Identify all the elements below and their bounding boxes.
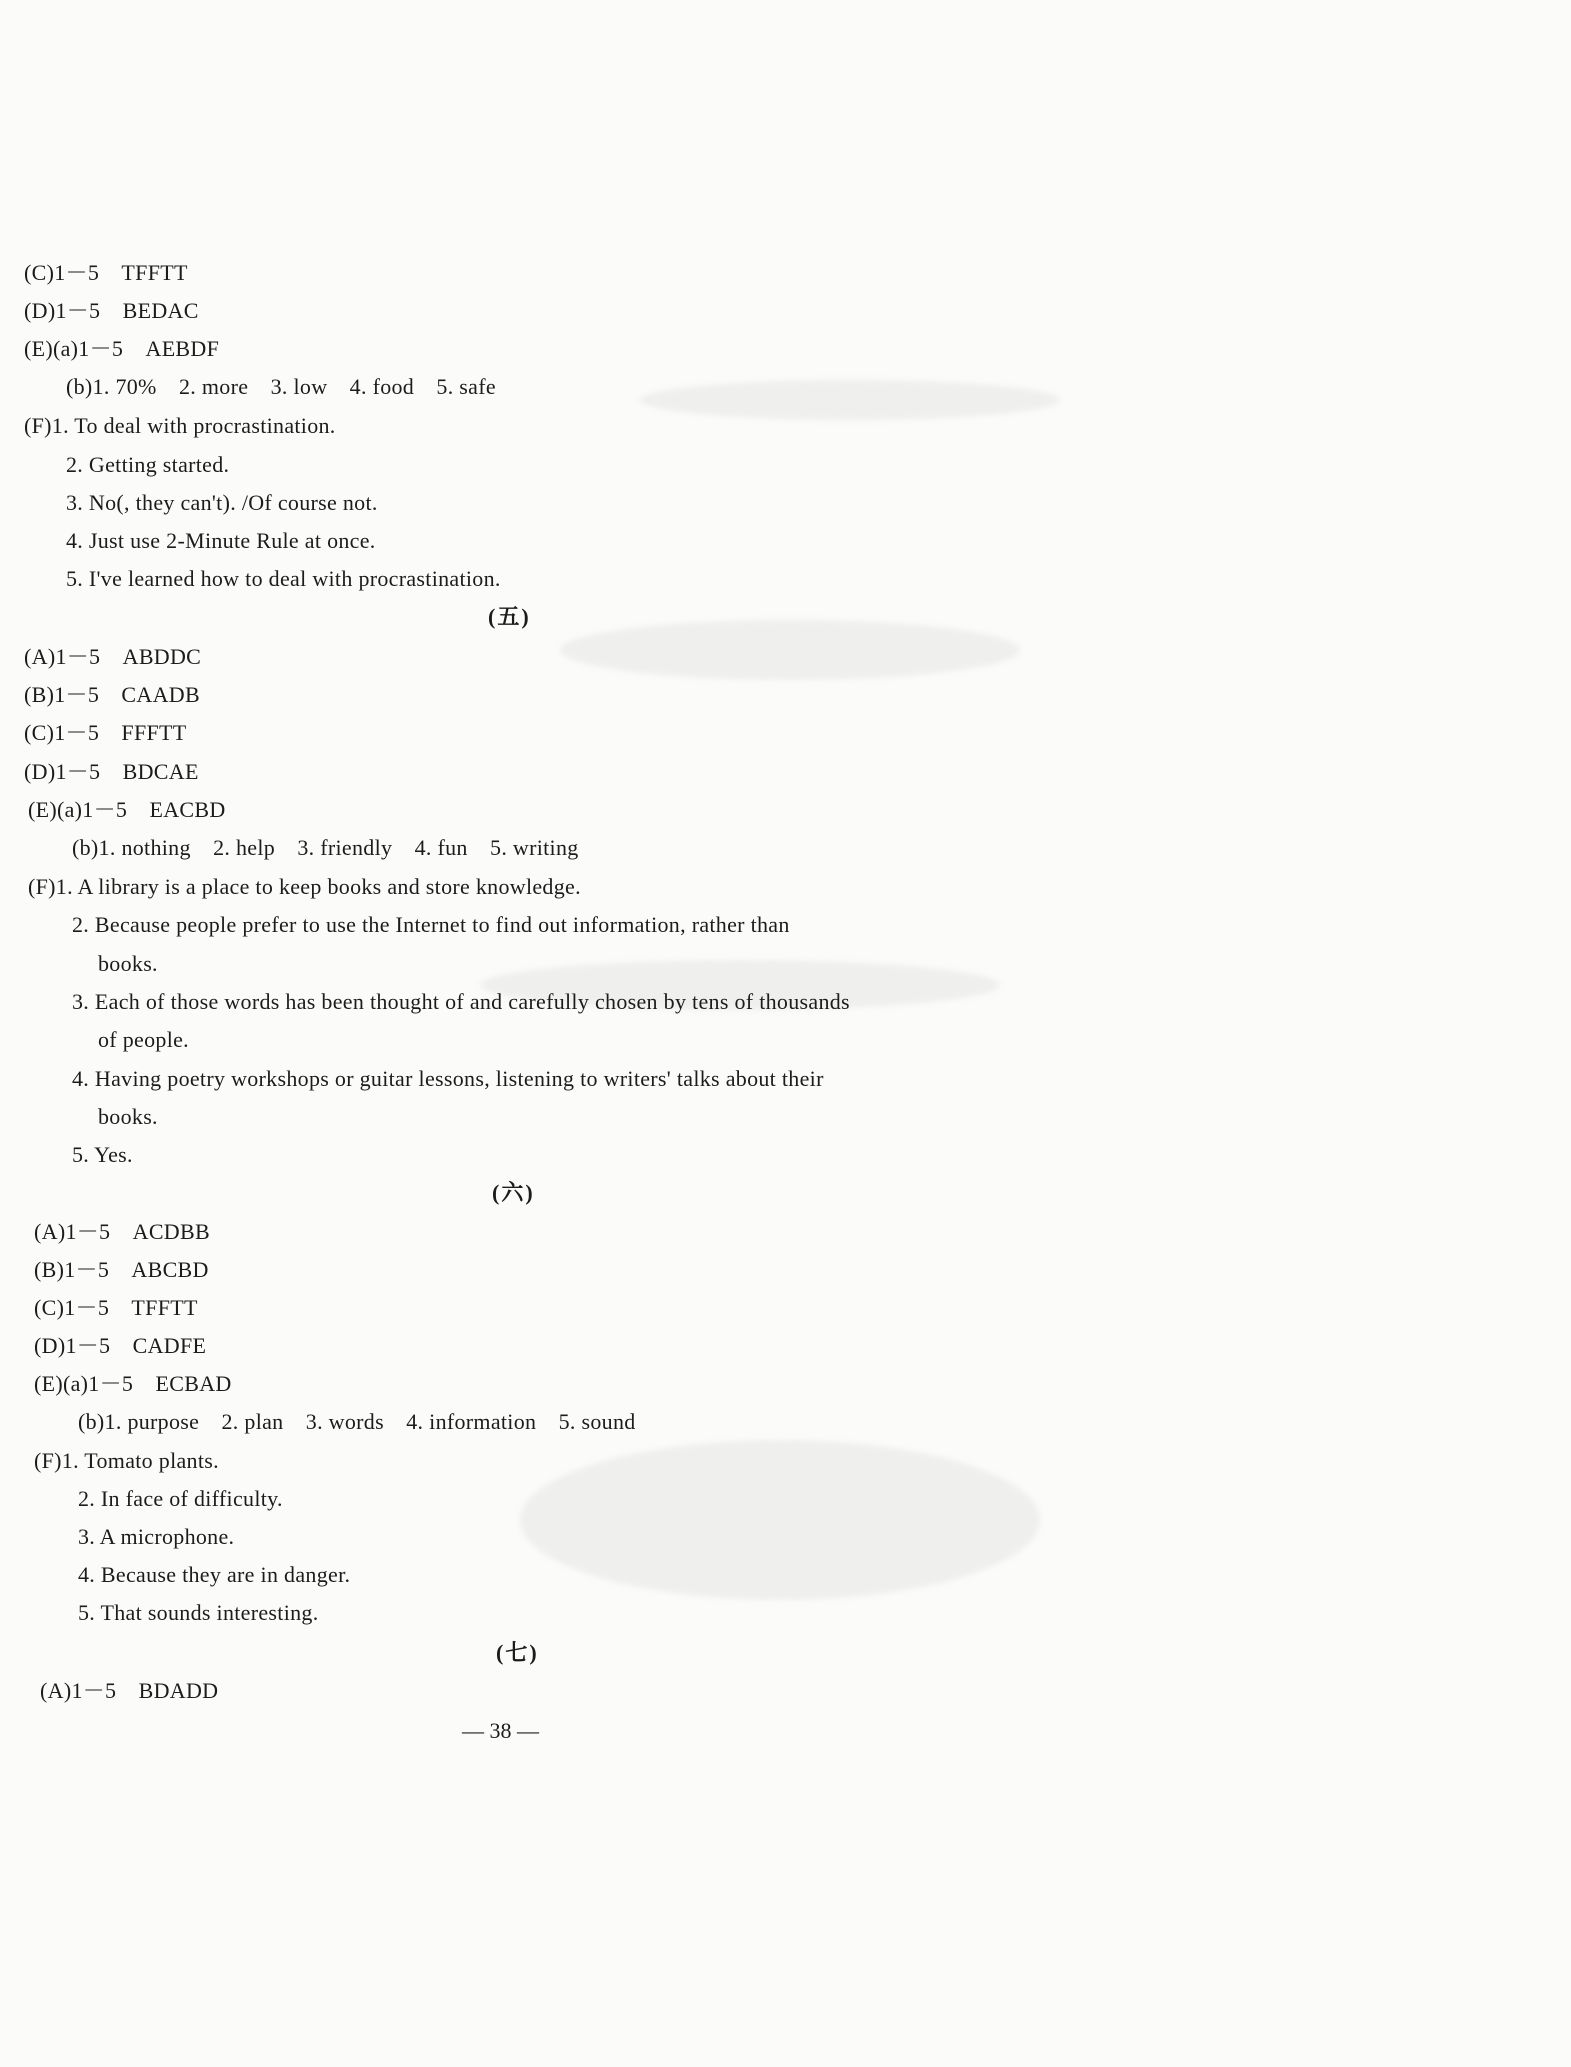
answer-line-5f-3b: of people. xyxy=(98,1027,189,1052)
answer-line-4f-1: (F)1. To deal with procrastination. xyxy=(24,413,336,438)
answer-line-6c: (C)1－5 TFFTT xyxy=(34,1295,198,1320)
bleed-through-smudge xyxy=(560,620,1020,680)
answer-line-5f-1: (F)1. A library is a place to keep books and store knowledge. xyxy=(28,874,581,899)
answer-line-6b: (B)1－5 ABCBD xyxy=(34,1257,209,1282)
bleed-through-smudge xyxy=(520,1440,1040,1600)
answer-line-5e-b: (b)1. nothing 2. help 3. friendly 4. fun 5. writing xyxy=(72,835,579,860)
answer-line-5c: (C)1－5 FFFTT xyxy=(24,720,187,745)
answer-line-5a: (A)1－5 ABDDC xyxy=(24,644,202,669)
answer-line-6a: (A)1－5 ACDBB xyxy=(34,1219,210,1244)
bleed-through-smudge xyxy=(640,380,1060,420)
answer-line-6e-a: (E)(a)1－5 ECBAD xyxy=(34,1371,232,1396)
answer-line-5f-4b: books. xyxy=(98,1104,158,1129)
answer-line-5b: (B)1－5 CAADB xyxy=(24,682,200,707)
answer-line-4e-a: (E)(a)1－5 AEBDF xyxy=(24,336,220,361)
section-heading-6: (六) xyxy=(492,1180,535,1205)
answer-line-5f-4a: 4. Having poetry workshops or guitar lessons, listening to writers' talks about their xyxy=(72,1066,824,1091)
answer-line-5e-a: (E)(a)1－5 EACBD xyxy=(28,797,226,822)
answer-line-4f-2: 2. Getting started. xyxy=(66,452,230,477)
section-heading-5: (五) xyxy=(488,604,531,629)
answer-line-6d: (D)1－5 CADFE xyxy=(34,1333,207,1358)
answer-line-4c: (C)1－5 TFFTT xyxy=(24,260,188,285)
answer-line-5f-2a: 2. Because people prefer to use the Internet to find out information, rather than xyxy=(72,912,790,937)
answer-line-6e-b: (b)1. purpose 2. plan 3. words 4. information 5. sound xyxy=(78,1409,636,1434)
section-heading-7: (七) xyxy=(496,1640,539,1665)
answer-line-6f-2: 2. In face of difficulty. xyxy=(78,1486,283,1511)
answer-line-5f-3a: 3. Each of those words has been thought of and carefully chosen by tens of thousands xyxy=(72,989,850,1014)
answer-line-4d: (D)1－5 BEDAC xyxy=(24,298,199,323)
answer-line-4e-b: (b)1. 70% 2. more 3. low 4. food 5. safe xyxy=(66,374,496,399)
answer-line-6f-5: 5. That sounds interesting. xyxy=(78,1600,319,1625)
answer-line-4f-5: 5. I've learned how to deal with procrastination. xyxy=(66,566,501,591)
answer-line-7a: (A)1－5 BDADD xyxy=(40,1678,219,1703)
answer-line-6f-4: 4. Because they are in danger. xyxy=(78,1562,351,1587)
answer-line-6f-1: (F)1. Tomato plants. xyxy=(34,1448,219,1473)
answer-line-5f-2b: books. xyxy=(98,951,158,976)
answer-line-6f-3: 3. A microphone. xyxy=(78,1524,235,1549)
answer-line-5d: (D)1－5 BDCAE xyxy=(24,759,199,784)
answer-line-5f-5: 5. Yes. xyxy=(72,1142,133,1167)
page-number: — 38 — xyxy=(462,1718,539,1743)
answer-line-4f-4: 4. Just use 2-Minute Rule at once. xyxy=(66,528,376,553)
answer-line-4f-3: 3. No(, they can't). /Of course not. xyxy=(66,490,378,515)
